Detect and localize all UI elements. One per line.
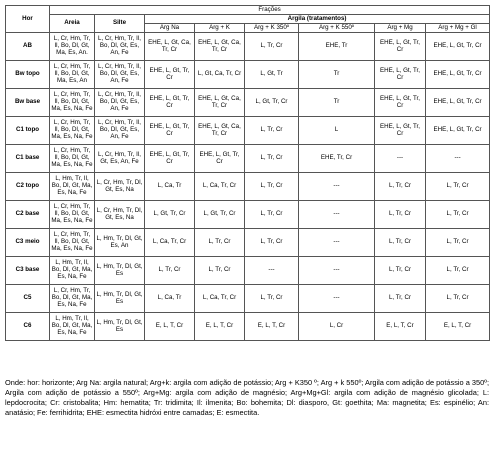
treatment-cell: EHE, L, Gt, Tr, Cr: [375, 117, 426, 145]
treatment-cell: EHE, L, Gt, Tr, Cr: [426, 33, 490, 61]
horizon-cell: C5: [6, 285, 50, 313]
areia-cell: L, Cr, Hm, Tr, Il, Bo, Dl, Gt, Ma, Es, Na, Fe: [50, 229, 95, 257]
treatment-cell: L, Ca, Tr: [145, 173, 195, 201]
silte-cell: L, Cr, Hm, Tr, Il, Bo, Dl, Gt, Es, An, Fe: [95, 61, 145, 89]
table-row: [6, 229, 490, 257]
treatment-cell: EHE, L, Gt, Ca, Tr, Cr: [195, 33, 245, 61]
treatment-cell: ---: [426, 145, 490, 173]
treatment-cell: EHE, L, Gt, Tr, Cr: [426, 117, 490, 145]
treatment-cell: ---: [299, 229, 375, 257]
header-treatment: Arg + K: [195, 24, 245, 33]
treatment-cell: EHE, L, Gt, Tr, Cr: [375, 61, 426, 89]
treatment-cell: EHE, L, Gt, Tr, Cr: [145, 145, 195, 173]
table-row: [6, 201, 490, 229]
treatment-cell: L, Tr, Cr: [375, 173, 426, 201]
silte-cell: L, Cr, Hm, Tr, Dl, Gt, Es, Na: [95, 173, 145, 201]
header-hor: Hor: [6, 6, 50, 33]
treatment-cell: L, Tr, Cr: [426, 257, 490, 285]
horizon-cell: C6: [6, 313, 50, 341]
treatment-cell: L, Gt, Tr: [245, 61, 299, 89]
treatment-cell: L, Ca, Tr, Cr: [145, 229, 195, 257]
treatment-cell: ---: [299, 201, 375, 229]
treatment-cell: L, Tr, Cr: [245, 145, 299, 173]
mineralogy-table: [5, 5, 490, 341]
header-treatment: Arg + K 550º: [299, 24, 375, 33]
treatment-cell: EHE, L, Gt, Tr, Cr: [375, 89, 426, 117]
table-row: [6, 257, 490, 285]
treatment-cell: ---: [245, 257, 299, 285]
areia-cell: L, Hm, Tr, Il, Bo, Dl, Gt, Ma, Es, Na, Fe: [50, 173, 95, 201]
areia-cell: L, Hm, Tr, Il, Bo, Dl, Gt, Ma, Es, Na, Fe: [50, 257, 95, 285]
areia-cell: L, Cr, Hm, Tr, Il, Bo, Dl, Gt, Ma, Es, Na, Fe: [50, 117, 95, 145]
table-row: [6, 61, 490, 89]
header-treatment: Arg + Mg: [375, 24, 426, 33]
header-argila: Argila (tratamentos): [145, 15, 490, 24]
treatment-cell: Tr: [299, 61, 375, 89]
treatment-cell: L: [299, 117, 375, 145]
treatment-cell: L, Tr, Cr: [195, 257, 245, 285]
silte-cell: L, Hm, Tr, Dl, Gt, Es: [95, 313, 145, 341]
horizon-cell: C1 base: [6, 145, 50, 173]
horizon-cell: C1 topo: [6, 117, 50, 145]
silte-cell: L, Hm, Tr, Dl, Gt, Es: [95, 257, 145, 285]
treatment-cell: L, Tr, Cr: [245, 229, 299, 257]
areia-cell: L, Cr, Hm, Tr, Bo, Dl, Gt, Ma, Es, Na, Fe: [50, 285, 95, 313]
areia-cell: L, Cr, Hm, Tr, Il, Bo, Dl, Gt, Ma, Es, An: [50, 61, 95, 89]
table-row: [6, 89, 490, 117]
areia-cell: L, Cr, Hm, Tr, Il, Bo, Dl, Gt, Ma, Es, Na, Fe: [50, 201, 95, 229]
treatment-cell: E, L, T, Cr: [245, 313, 299, 341]
silte-cell: L, Cr, Hm, Tr, Il, Bo, Dl, Gt, Es, An, Fe: [95, 89, 145, 117]
horizon-cell: Bw base: [6, 89, 50, 117]
table-row: [6, 117, 490, 145]
treatment-cell: EHE, L, Gt, Tr, Cr: [145, 61, 195, 89]
areia-cell: L, Cr, Hm, Tr, Il, Bo, Dl, Gt, Ma, Es, Na, Fe: [50, 89, 95, 117]
table-container: [5, 5, 489, 341]
treatment-cell: ---: [299, 173, 375, 201]
treatment-cell: ---: [299, 257, 375, 285]
treatment-cell: L, Tr, Cr: [245, 117, 299, 145]
treatment-cell: EHE, Tr, Cr: [299, 145, 375, 173]
treatment-cell: L, Ca, Tr: [145, 285, 195, 313]
table-row: [6, 285, 490, 313]
header-fracoes: Frações: [50, 6, 490, 15]
treatment-cell: E, L, T, Cr: [375, 313, 426, 341]
treatment-cell: ---: [299, 285, 375, 313]
treatment-cell: E, L, T, Cr: [426, 313, 490, 341]
areia-cell: L, Cr, Hm, Tr, Il, Bo, Dl, Gt, Ma, Es, Na, Fe: [50, 145, 95, 173]
treatment-cell: L, Tr, Cr: [195, 229, 245, 257]
treatment-cell: L, Tr, Cr: [375, 201, 426, 229]
header-silte: Silte: [95, 15, 145, 33]
treatment-cell: EHE, L, Gt, Tr, Cr: [426, 61, 490, 89]
horizon-cell: C2 topo: [6, 173, 50, 201]
silte-cell: L, Cr, Hm, Tr, Il, Gt, Es, An, Fe: [95, 145, 145, 173]
treatment-cell: L, Ca, Tr, Cr: [195, 173, 245, 201]
treatment-cell: L, Gt, Tr, Cr: [195, 201, 245, 229]
treatment-cell: EHE, Tr: [299, 33, 375, 61]
treatment-cell: L, Ca, Tr, Cr: [195, 285, 245, 313]
treatment-cell: Tr: [299, 89, 375, 117]
silte-cell: L, Cr, Hm, Tr, Il, Bo, Dl, Gt, Es, An, Fe: [95, 33, 145, 61]
treatment-cell: L, Gt, Tr, Cr: [145, 201, 195, 229]
silte-cell: L, Cr, Hm, Tr, Dl, Gt, Es, Na: [95, 201, 145, 229]
silte-cell: L, Cr, Hm, Tr, Il, Bo, Dl, Gt, Es, An, Fe: [95, 117, 145, 145]
treatment-cell: L, Gt, Ca, Tr, Cr: [195, 61, 245, 89]
treatment-cell: L, Tr, Cr: [245, 173, 299, 201]
treatment-cell: L, Gt, Tr, Cr: [245, 89, 299, 117]
treatment-cell: L, Tr, Cr: [375, 257, 426, 285]
silte-cell: L, Hm, Tr, Dl, Gt, Es, An: [95, 229, 145, 257]
treatment-cell: L, Tr, Cr: [375, 285, 426, 313]
table-legend: Onde: hor: horizonte; Arg Na: argila natural; Arg+k: argila com adição de potássio; Arg + K350 º; Arg + k 550º; Argila com adição de potássio a 350º; Argila com adição de potássio a 550º; Arg+Mg: argila com adição de magnésio; Arg+Mg+Gl: argila com adição de magnésio glicolada; L: lepdocrocita; Cr: cristobalita; Hm: hematita; Tr: tridimita; Il: ilmenita; Bo: bohemita; Dl: diasporo, Gt: goethita; Ma: magnetita; Es: espinélio; An: anatásio; Fe: ferrihidrita; EHE: esmectita hidróxi entre camadas; E: esmectita.: [5, 378, 489, 417]
treatment-cell: L, Tr, Cr: [245, 285, 299, 313]
treatment-cell: L, Tr, Cr: [426, 173, 490, 201]
treatment-cell: EHE, L, Gt, Tr, Cr: [375, 33, 426, 61]
table-row: [6, 145, 490, 173]
areia-cell: L, Cr, Hm, Tr, Il, Bo, Dl, Gt, Ma, Es, An.: [50, 33, 95, 61]
treatment-cell: E, L, T, Cr: [195, 313, 245, 341]
treatment-cell: EHE, L, Gt, Ca, Tr, Cr: [195, 117, 245, 145]
silte-cell: L, Hm, Tr, Dl, Gt, Es: [95, 285, 145, 313]
treatment-cell: EHE, L, Gt, Ca, Tr, Cr: [145, 33, 195, 61]
areia-cell: L, Hm, Tr, Il, Bo, Dl, Gt, Ma, Es, Na, Fe: [50, 313, 95, 341]
horizon-cell: AB: [6, 33, 50, 61]
treatment-cell: L, Tr, Cr: [245, 201, 299, 229]
table-row: [6, 313, 490, 341]
treatment-cell: L, Tr, Cr: [245, 33, 299, 61]
table-row: [6, 173, 490, 201]
horizon-cell: C3 base: [6, 257, 50, 285]
header-treatment: Arg Na: [145, 24, 195, 33]
treatment-cell: EHE, L, Gt, Tr, Cr: [145, 117, 195, 145]
header-treatment: Arg + Mg + Gl: [426, 24, 490, 33]
treatment-cell: EHE, L, Gt, Tr, Cr: [195, 145, 245, 173]
treatment-cell: ---: [375, 145, 426, 173]
horizon-cell: C2 base: [6, 201, 50, 229]
treatment-cell: E, L, T, Cr: [145, 313, 195, 341]
table-row: [6, 33, 490, 61]
treatment-cell: L, Tr, Cr: [426, 229, 490, 257]
treatment-cell: L, Cr: [299, 313, 375, 341]
treatment-cell: L, Tr, Cr: [426, 201, 490, 229]
treatment-cell: L, Tr, Cr: [145, 257, 195, 285]
horizon-cell: C3 meio: [6, 229, 50, 257]
treatment-cell: L, Tr, Cr: [426, 285, 490, 313]
header-treatment: Arg + K 350º: [245, 24, 299, 33]
treatment-cell: L, Tr, Cr: [375, 229, 426, 257]
horizon-cell: Bw topo: [6, 61, 50, 89]
treatment-cell: EHE, L, Gt, Tr, Cr: [426, 89, 490, 117]
treatment-cell: EHE, L, Gt, Ca, Tr, Cr: [195, 89, 245, 117]
header-areia: Areia: [50, 15, 95, 33]
treatment-cell: EHE, L, Gt, Tr, Cr: [145, 89, 195, 117]
